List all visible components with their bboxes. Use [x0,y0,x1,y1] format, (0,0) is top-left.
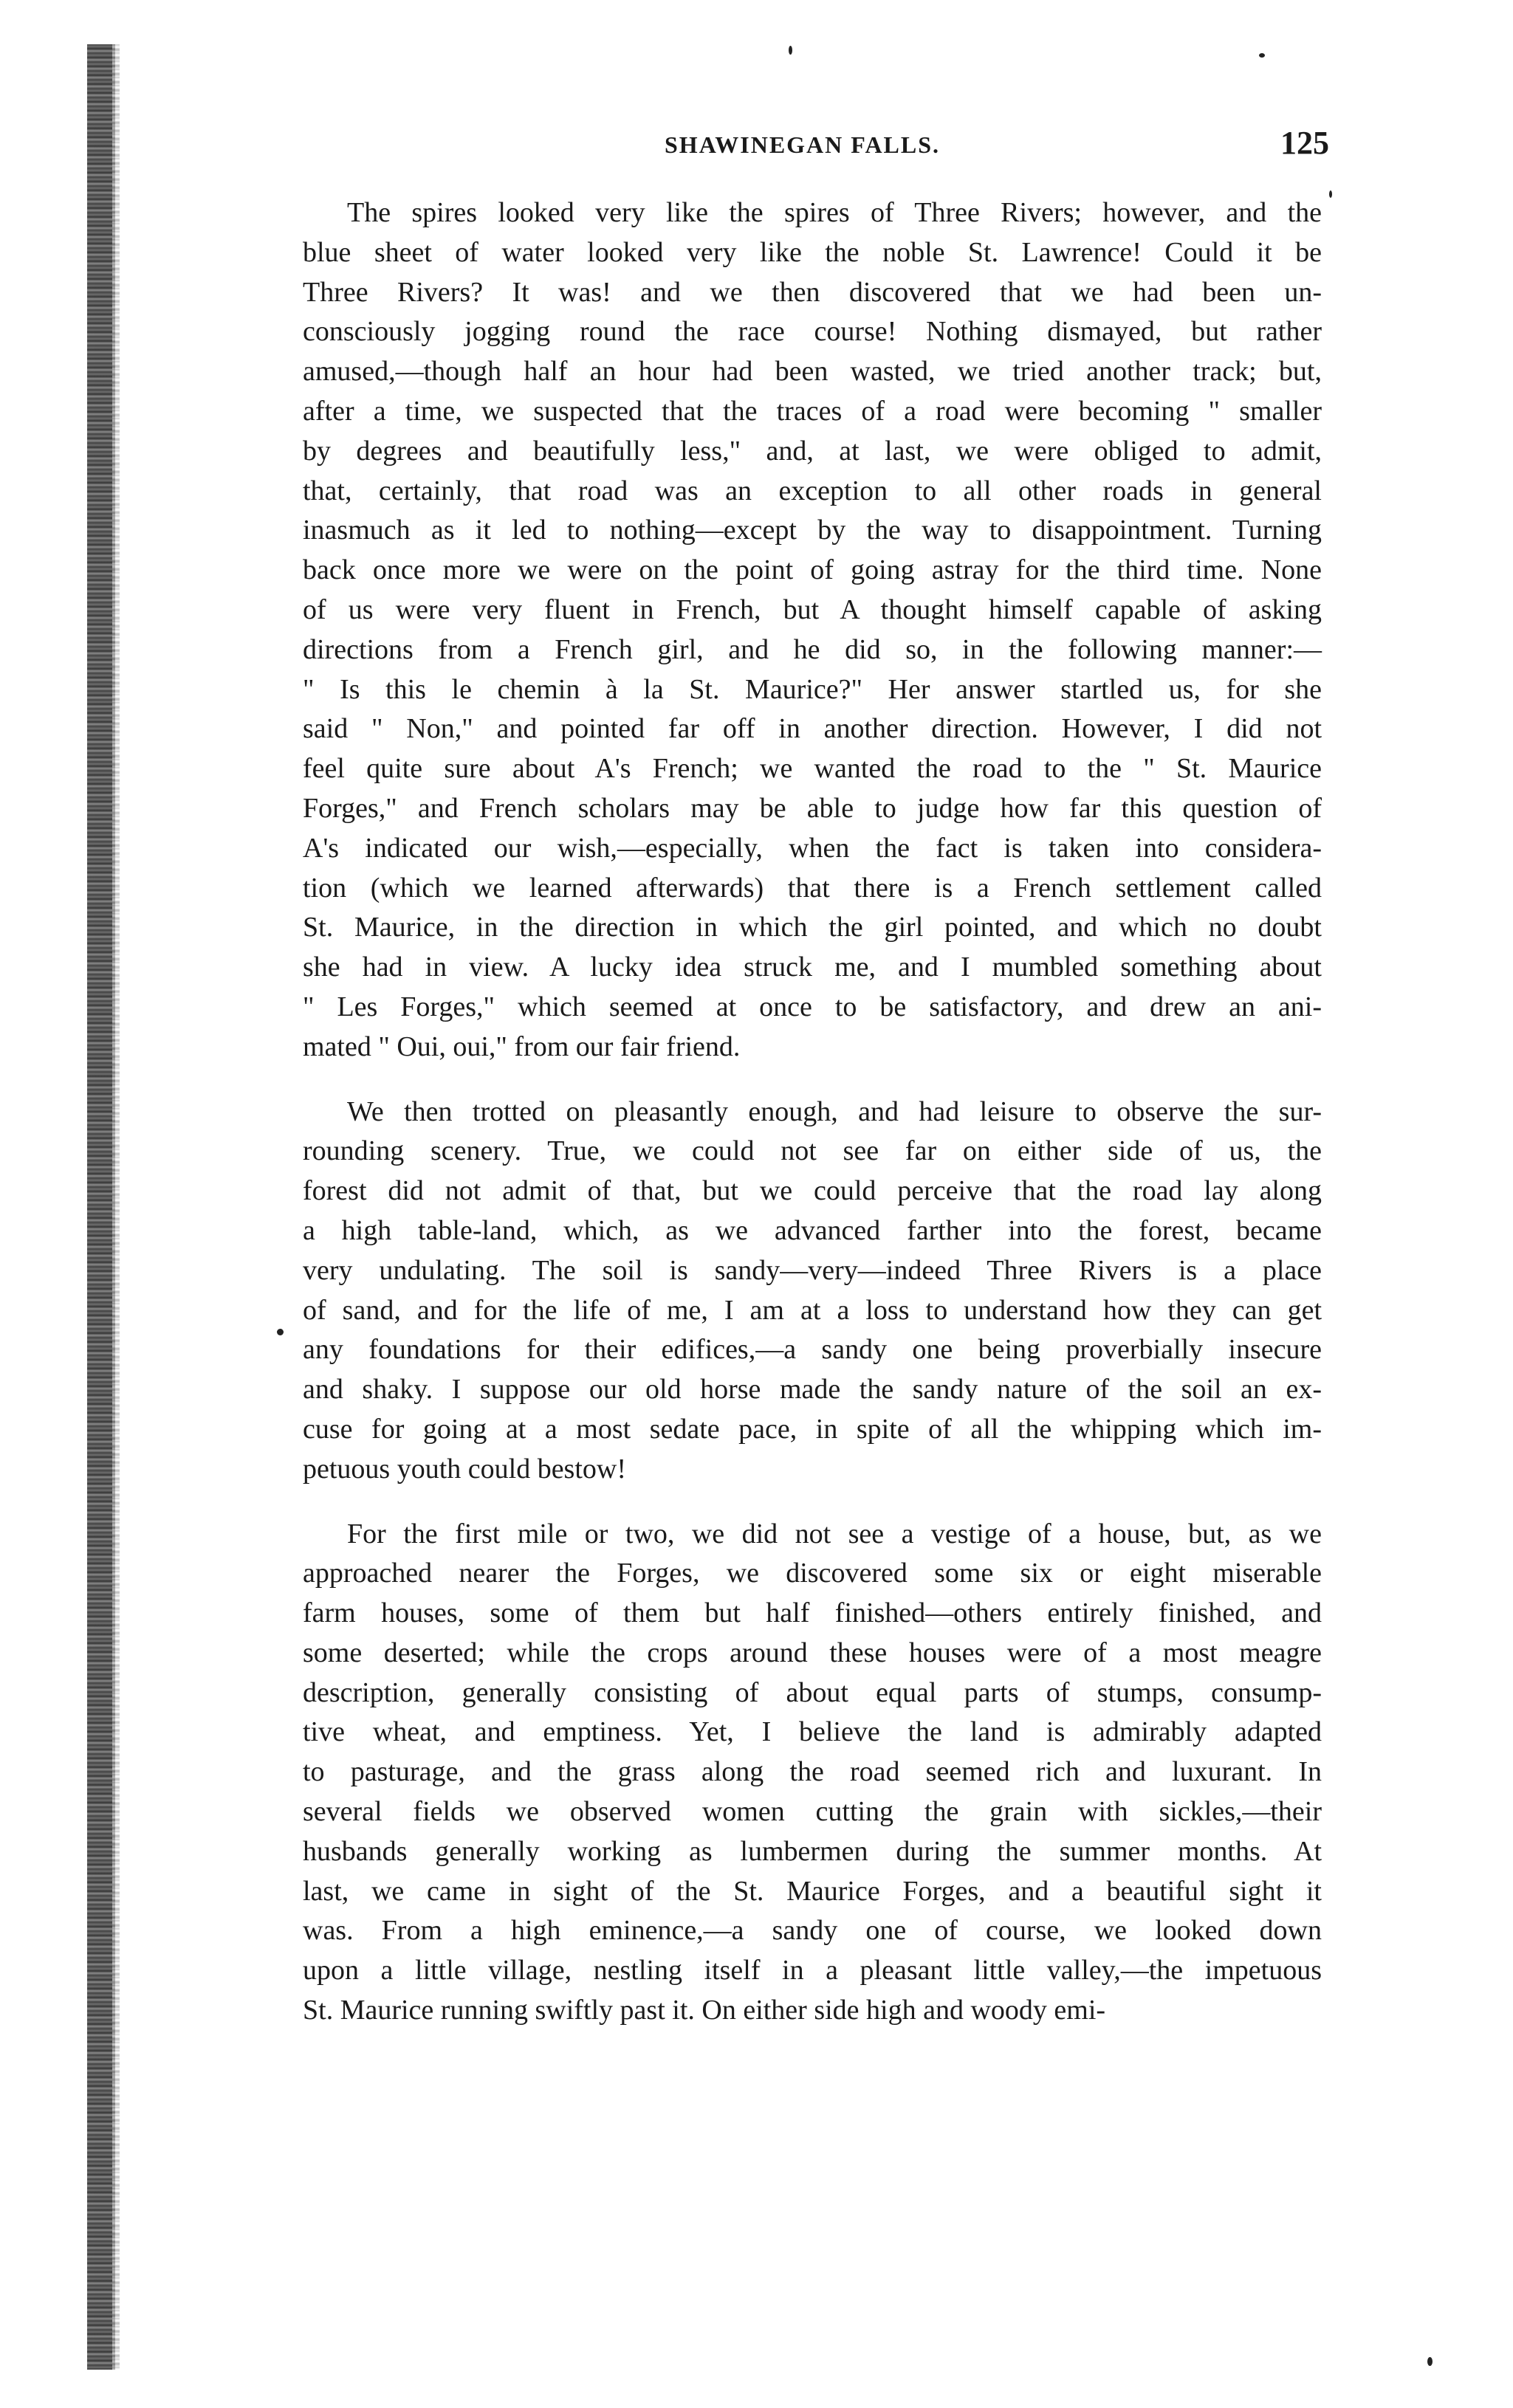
text-line: of us were very fluent in French, but A thought himself capable of asking [303,594,1322,625]
text-line: Forges," and French scholars may be able to judge how far this question of [303,792,1322,824]
text-line: a high table-land, which, as we advanced farther into the forest, became [303,1214,1322,1246]
text-line: St. Maurice, in the direction in which the girl pointed, and which no doubt [303,912,1322,943]
text-line: after a time, we suspected that the traces of a road were becoming " smaller [303,395,1322,427]
ink-speck [789,46,792,55]
page-number: 125 [1280,125,1329,161]
paragraph [303,193,1322,1067]
text-line: last, we came in sight of the St. Maurice Forges, and a beautiful sight it [303,1875,1322,1907]
text-line: to pasturage, and the grass along the road seemed rich and luxurant. In [303,1756,1322,1788]
running-title: SHAWINEGAN FALLS. [665,131,941,158]
running-head [325,124,1329,168]
text-line: by degrees and beautifully less," and, at last, we were obliged to admit, [303,435,1322,467]
paragraph [303,1515,1322,2031]
text-line: For the first mile or two, we did not see a vestige of a house, but, as we [347,1518,1322,1549]
text-line: St. Maurice running swiftly past it. On either side high and woody emi- [303,1995,1106,2026]
text-line: consciously jogging round the race course! Nothing dismayed, but rather [303,316,1322,348]
paragraph [303,1093,1322,1490]
ink-speck [1427,2357,1433,2366]
text-line: blue sheet of water looked very like the noble St. Lawrence! Could it be [303,236,1322,268]
text-line: several fields we observed women cutting the grain with sickles,—their [303,1796,1322,1828]
text-line: " Is this le chemin à la St. Maurice?" Her answer startled us, for she [303,673,1322,705]
text-line: very undulating. The soil is sandy—very—indeed Three Rivers is a place [303,1254,1322,1286]
text-line: " Les Forges," which seemed at once to be satisfactory, and drew an ani- [303,991,1322,1022]
text-line: tive wheat, and emptiness. Yet, I believe the land is admirably adapted [303,1716,1322,1748]
text-line: that, certainly, that road was an exception to all other roads in general [303,475,1322,506]
body-text [303,193,1322,2031]
text-line: and shaky. I suppose our old horse made the sandy nature of the soil an ex- [303,1374,1322,1406]
text-line: rounding scenery. True, we could not see far on either side of us, the [303,1135,1322,1167]
text-line: amused,—though half an hour had been wasted, we tried another track; but, [303,356,1322,388]
text-line: We then trotted on pleasantly enough, and had leisure to observe the sur- [347,1095,1322,1127]
text-line: husbands generally working as lumbermen during the summer months. At [303,1835,1322,1867]
text-line: any foundations for their edifices,—a sandy one being proverbially insecure [303,1334,1322,1366]
ink-speck [277,1329,284,1335]
text-line: inasmuch as it led to nothing—except by the way to disappointment. Turning [303,515,1322,546]
text-line: forest did not admit of that, but we could perceive that the road lay along [303,1175,1322,1207]
text-line: A's indicated our wish,—especially, when the fact is taken into considera- [303,832,1322,864]
text-line: feel quite sure about A's French; we wanted the road to the " St. Maurice [303,753,1322,785]
text-line: back once more we were on the point of going astray for the third time. None [303,554,1322,586]
text-line: directions from a French girl, and he did so, in the following manner:— [303,633,1322,665]
text-line: The spires looked very like the spires of Three Rivers; however, and the [347,197,1322,228]
text-line: she had in view. A lucky idea struck me, and I mumbled something about [303,952,1322,983]
text-line: Three Rivers? It was! and we then discovered that we had been un- [303,276,1322,308]
text-line: upon a little village, nestling itself in a pleasant little valley,—the impetuous [303,1955,1322,1986]
book-binding-edge [87,44,115,2370]
text-line: mated " Oui, oui," from our fair friend. [303,1031,741,1062]
text-line: was. From a high eminence,—a sandy one of course, we looked down [303,1915,1322,1947]
text-line: some deserted; while the crops around these houses were of a most meagre [303,1637,1322,1668]
text-line: cuse for going at a most sedate pace, in spite of all the whipping which im- [303,1413,1322,1445]
text-line: tion (which we learned afterwards) that there is a French settlement called [303,872,1322,904]
text-line: petuous youth could bestow! [303,1453,627,1485]
text-line: farm houses, some of them but half finished—others entirely finished, and [303,1597,1322,1629]
ink-speck [1259,53,1265,58]
ink-speck [1329,190,1332,198]
text-line: approached nearer the Forges, we discovered some six or eight miserable [303,1558,1322,1589]
text-line: description, generally consisting of about equal parts of stumps, consump- [303,1676,1322,1708]
text-line: of sand, and for the life of me, I am at a loss to understand how they can get [303,1294,1322,1326]
text-line: said " Non," and pointed far off in another direction. However, I did not [303,713,1322,745]
